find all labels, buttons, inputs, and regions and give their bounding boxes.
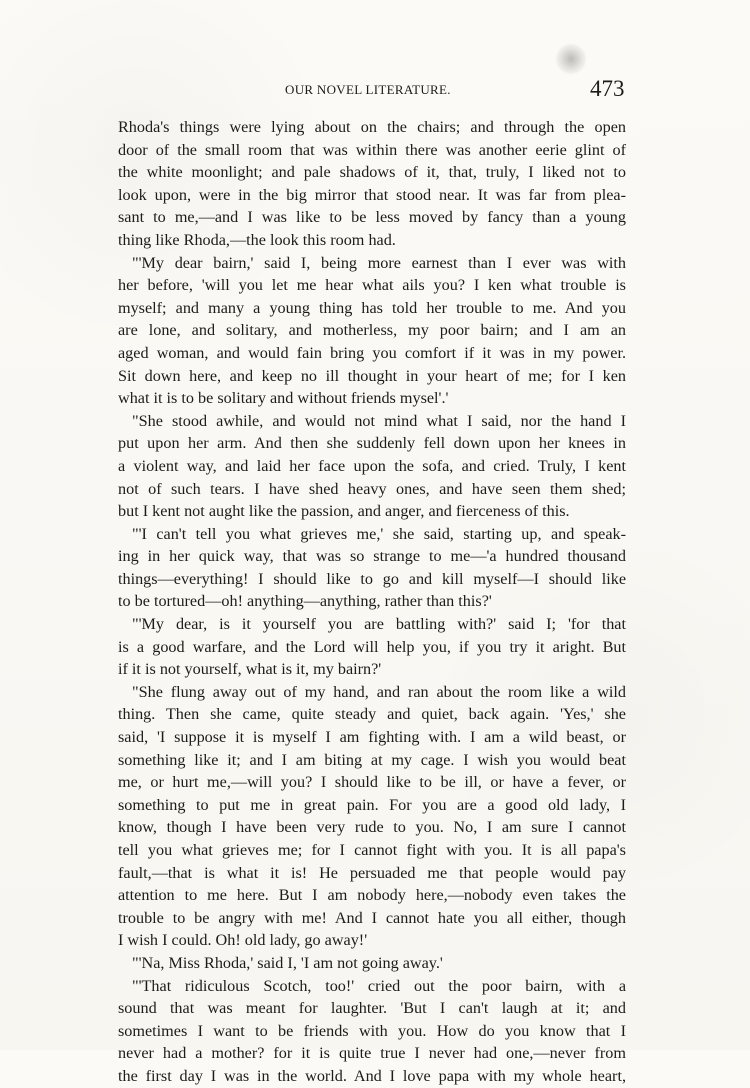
text-line: is a good warfare, and the Lord will help you, if you try it aright. But bbox=[118, 637, 626, 656]
text-line: me, or hurt me,—will you? I should like to be ill, or have a fever, or bbox=[118, 773, 626, 792]
text-line: sometimes I want to be friends with you. How do you know that I bbox=[118, 1021, 626, 1040]
text-line: never had a mother? for it is quite true I never had one,—never from bbox=[118, 1044, 626, 1063]
text-line: "'My dear bairn,' said I, being more earnest than I ever was with bbox=[132, 253, 626, 272]
text-line: the first day I was in the world. And I love papa with my whole heart, bbox=[118, 1066, 626, 1085]
text-line: myself; and many a young thing has told her trouble to me. And you bbox=[118, 298, 626, 317]
text-line: trouble to be angry with me! And I cannot hate you all either, though bbox=[118, 908, 626, 927]
text-line: things—everything! I should like to go and kill myself—I should like bbox=[118, 569, 626, 588]
text-line: ing in her quick way, that was so strange to me—'a hundred thousand bbox=[118, 547, 626, 566]
text-line: put upon her arm. And then she suddenly fell down upon her knees in bbox=[118, 434, 626, 453]
text-line: "'I can't tell you what grieves me,' she said, starting up, and speak- bbox=[132, 524, 626, 543]
text-line: her before, 'will you let me hear what ails you? I ken what trouble is bbox=[118, 276, 626, 295]
text-line: "She flung away out of my hand, and ran about the room like a wild bbox=[132, 682, 626, 701]
text-line: I wish I could. Oh! old lady, go away!' bbox=[118, 931, 368, 950]
text-line: fault,—that is what it is! He persuaded me that people would pay bbox=[118, 863, 626, 882]
text-line: but I kent not aught like the passion, and anger, and fierceness of this. bbox=[118, 502, 570, 521]
text-line: door of the small room that was within there was another eerie glint of bbox=[118, 140, 626, 159]
text-line: look upon, were in the big mirror that stood near. It was far from plea- bbox=[118, 185, 626, 204]
text-line: "'That ridiculous Scotch, too!' cried out the poor bairn, with a bbox=[132, 976, 626, 995]
text-line: what it is to be solitary and without friends mysel'.' bbox=[118, 389, 449, 408]
text-line: "'My dear, is it yourself you are battling with?' said I; 'for that bbox=[132, 615, 626, 634]
text-line: know, though I have been very rude to you. No, I am sure I cannot bbox=[118, 818, 626, 837]
text-line: if it is not yourself, what is it, my bairn?' bbox=[118, 660, 382, 679]
text-line: sant to me,—and I was like to be less moved by fancy than a young bbox=[118, 208, 626, 227]
text-line: Sit down here, and keep no ill thought in your heart of me; for I ken bbox=[118, 366, 626, 385]
text-line: aged woman, and would fain bring you comfort if it was in my power. bbox=[118, 343, 626, 362]
text-line: said, 'I suppose it is myself I am fighting with. I am a wild beast, or bbox=[118, 728, 626, 747]
text-line: something to put me in great pain. For you are a good old lady, I bbox=[118, 795, 626, 814]
text-line: thing. Then she came, quite steady and quiet, back again. 'Yes,' she bbox=[118, 705, 626, 724]
text-line: are lone, and solitary, and motherless, my poor bairn; and I am an bbox=[118, 321, 626, 340]
text-line: a violent way, and laid her face upon the sofa, and cried. Truly, I kent bbox=[118, 456, 626, 475]
text-line: something like it; and I am biting at my cage. I wish you would beat bbox=[118, 750, 626, 769]
text-line: to be tortured—oh! anything—anything, rather than this?' bbox=[118, 592, 492, 611]
page-number: 473 bbox=[590, 76, 625, 101]
text-line: "'Na, Miss Rhoda,' said I, 'I am not going away.' bbox=[132, 953, 443, 972]
text-line: Rhoda's things were lying about on the chairs; and through the open bbox=[118, 118, 626, 136]
text-line: the white moonlight; and pale shadows of it, that, truly, I liked not to bbox=[118, 163, 626, 182]
ink-blot bbox=[556, 44, 586, 74]
text-line: sound that was meant for laughter. 'But I can't laugh at it; and bbox=[118, 999, 626, 1018]
text-line: tell you what grieves me; for I cannot fight with you. It is all papa's bbox=[118, 841, 626, 859]
running-title: OUR NOVEL LITERATURE. bbox=[285, 82, 451, 97]
text-line: not of such tears. I have shed heavy ones, and have seen them shed; bbox=[118, 479, 626, 498]
text-line: "She stood awhile, and would not mind what I said, nor the hand I bbox=[132, 411, 626, 430]
text-line: thing like Rhoda,—the look this room had. bbox=[118, 230, 396, 249]
text-line: attention to me here. But I am nobody here,—nobody even takes the bbox=[118, 886, 626, 905]
body-text bbox=[118, 116, 626, 1088]
